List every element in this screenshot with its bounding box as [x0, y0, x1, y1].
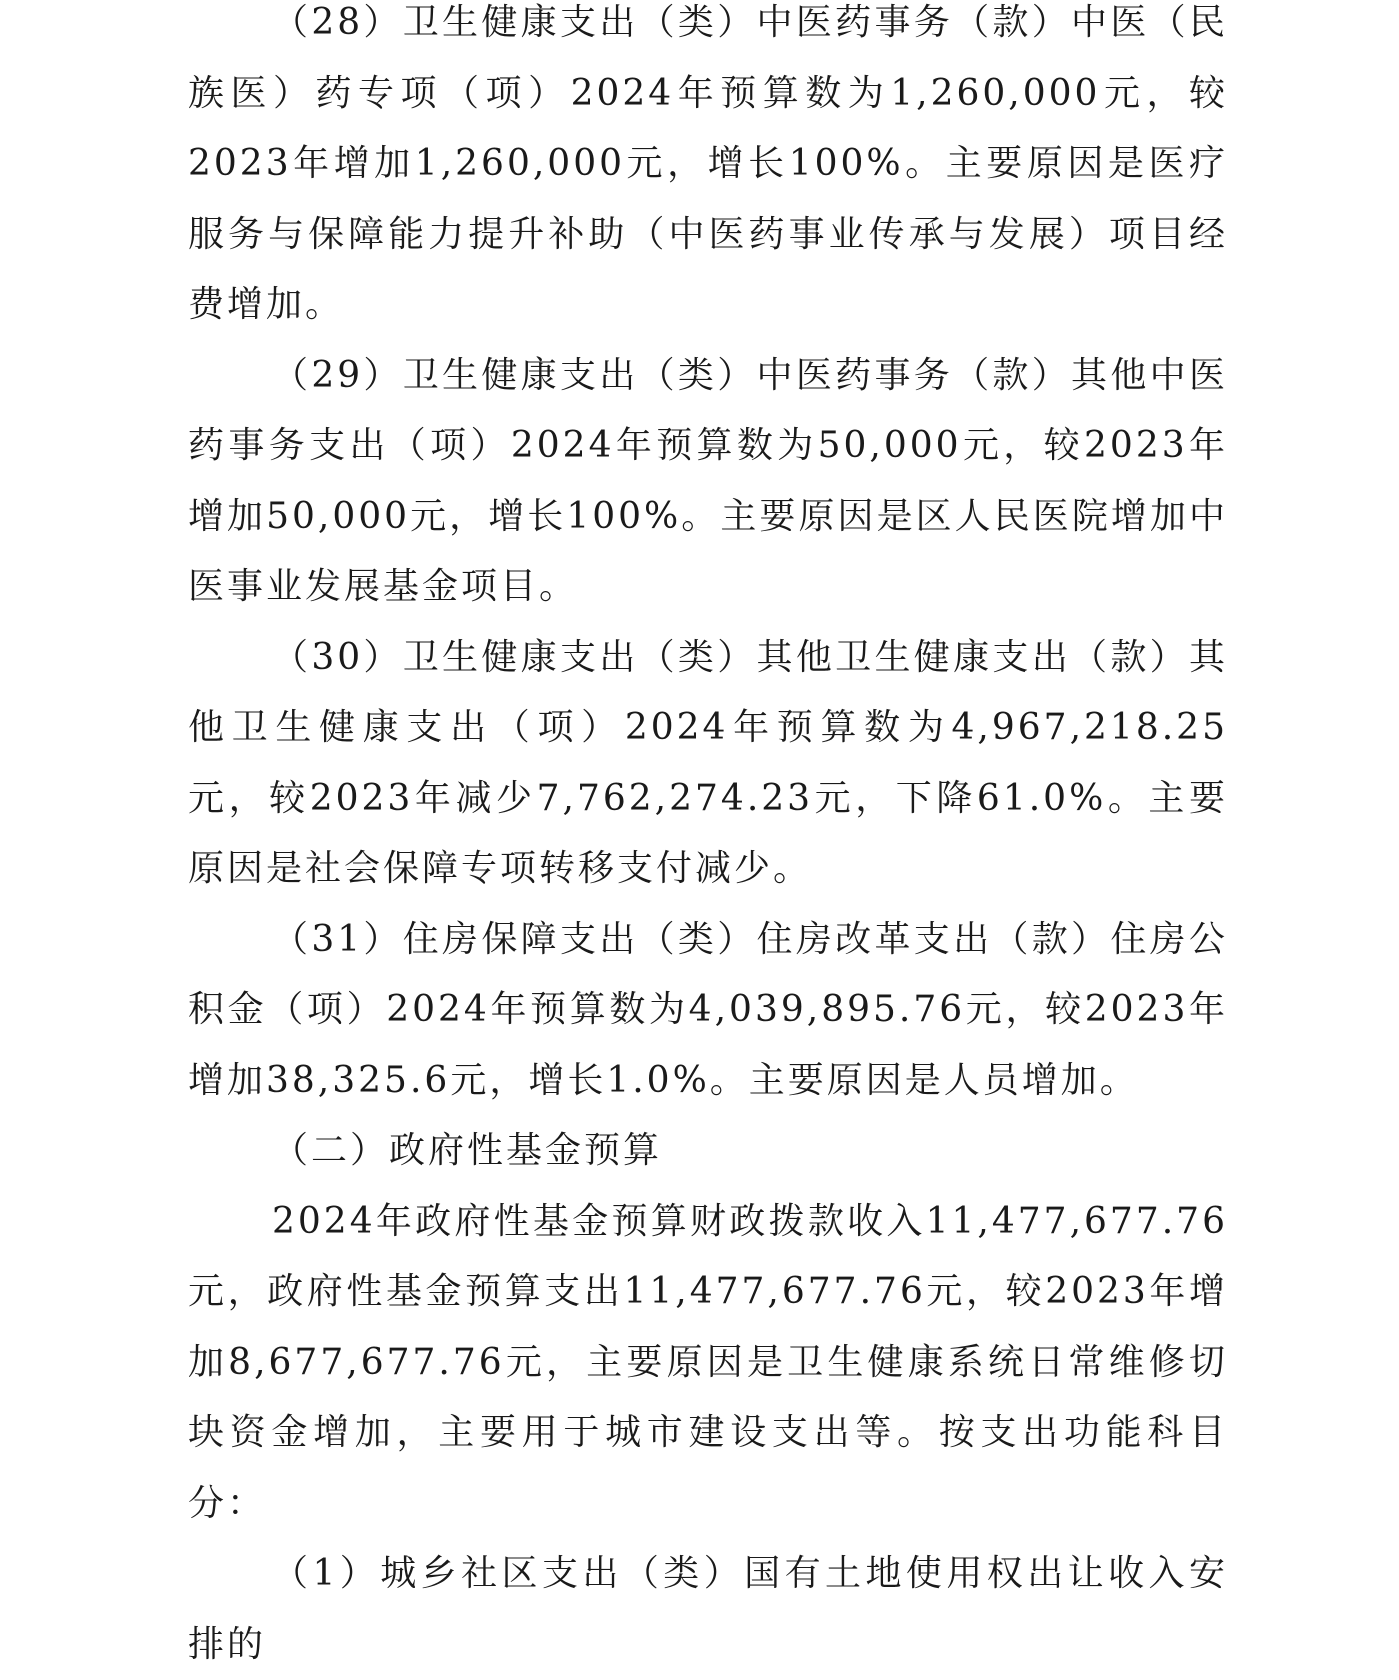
paragraph-fund-budget-summary: 2024年政府性基金预算财政拨款收入11,477,677.76元，政府性基金预算支出11,477,677.76元，较2023年增加8,677,677.76元，主要原因是卫生健康系统日常维修切块资金增加，主要用于城市建设支出等。按支出功能科目分： — [188, 1200, 1228, 1524]
paragraph-item-29: （29）卫生健康支出（类）中医药事务（款）其他中医药事务支出（项）2024年预算数为50,000元，较2023年增加50,000元，增长100%。主要原因是区人民医院增加中医事业发展基金项目。 — [188, 354, 1228, 607]
paragraph-item-31: （31）住房保障支出（类）住房改革支出（款）住房公积金（项）2024年预算数为4,039,895.76元，较2023年增加38,325.6元，增长1.0%。主要原因是人员增加。 — [188, 918, 1228, 1101]
paragraph-item-28: （28）卫生健康支出（类）中医药事务（款）中医（民族医）药专项（项）2024年预算数为1,260,000元，较2023年增加1,260,000元，增长100%。主要原因是医疗服务与保障能力提升补助（中医药事业传承与发展）项目经费增加。 — [188, 2, 1228, 325]
paragraph-item-30: （30）卫生健康支出（类）其他卫生健康支出（款）其他卫生健康支出（项）2024年预算数为4,967,218.25元，较2023年减少7,762,274.23元，下降61.0%。主要原因是社会保障专项转移支付减少。 — [188, 636, 1228, 889]
section-heading-government-fund-budget: （二）政府性基金预算 — [272, 1130, 663, 1171]
paragraph-fund-item-1: （1）城乡社区支出（类）国有土地使用权出让收入安排的 — [188, 1553, 1228, 1665]
document-page — [188, 0, 1228, 1680]
